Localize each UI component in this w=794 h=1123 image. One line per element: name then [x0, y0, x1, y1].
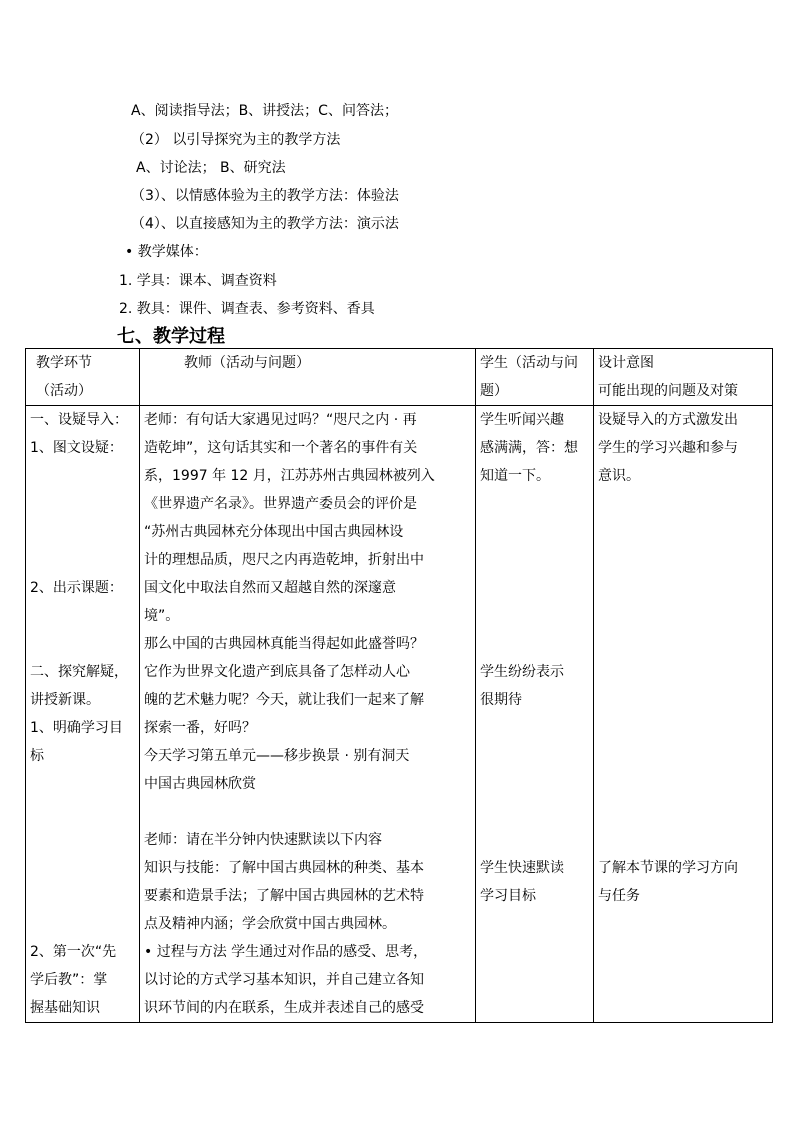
col3-line: [480, 826, 589, 854]
col4-line: 意识。: [598, 468, 640, 484]
header-text: 教学环节: [36, 355, 92, 371]
col2-line: 中国古典园林欣赏: [144, 776, 256, 792]
col3-line: [480, 490, 589, 518]
col1-line: [30, 518, 135, 546]
col1-line: [30, 826, 135, 854]
stage-cell: [26, 406, 140, 1023]
col1-line: 握基础知识: [30, 1000, 100, 1016]
col3-line: 感满满，答：想: [480, 440, 578, 456]
col4-line: [598, 602, 768, 630]
col4-line: [598, 770, 768, 798]
header-student: [476, 349, 594, 406]
section-heading: 七、教学过程: [117, 326, 225, 347]
col1-line: [30, 798, 135, 826]
header-intent: [594, 349, 773, 406]
col1-line: 2、第一次“先: [30, 944, 117, 960]
col3-line: [480, 714, 589, 742]
col1-line: [30, 546, 135, 574]
col3-line: 学生快速默读: [480, 860, 564, 876]
col4-line: 了解本节课的学习方向: [598, 860, 738, 876]
col3-line: 知道一下。: [480, 468, 550, 484]
col3-line: [480, 770, 589, 798]
col2-line: 国文化中取法自然而又超越自然的深邃意: [144, 580, 396, 596]
col4-line: [598, 798, 768, 826]
col4-line: [598, 742, 768, 770]
col3-line: 很期待: [480, 692, 522, 708]
col2-line: 以讨论的方式学习基本知识，并自己建立各知: [144, 972, 424, 988]
col1-line: [30, 630, 135, 658]
col1-line: 二、探究解疑，: [30, 664, 128, 680]
col1-line: 标: [30, 748, 44, 764]
media-item-1: 1. 学具：课本、调查资料: [119, 273, 277, 289]
col1-line: 1、图文设疑：: [30, 440, 123, 456]
header-stage: [26, 349, 140, 406]
col3-line: 学习目标: [480, 888, 536, 904]
col4-line: 与任务: [598, 888, 640, 904]
col4-line: [598, 686, 768, 714]
header-text: 题）: [480, 383, 508, 399]
col2-line: 系，1997 年 12 月，江苏苏州古典园林被列入: [144, 468, 435, 484]
intent-cell: [594, 406, 773, 1023]
col1-line: 2、出示课题：: [30, 580, 123, 596]
header-text: 设计意图: [598, 355, 654, 371]
col3-line: [480, 630, 589, 658]
col1-line: [30, 882, 135, 910]
col2-line: 那么中国的古典园林真能当得起如此盛誉吗？: [144, 636, 424, 652]
header-text: （活动）: [36, 383, 92, 399]
col1-line: 讲授新课。: [30, 692, 100, 708]
header-text: 教师（活动与问题）: [184, 355, 310, 371]
col1-line: 一、设疑导入：: [30, 412, 128, 428]
col3-line: 学生纷纷表示: [480, 664, 564, 680]
teacher-cell: [140, 406, 476, 1023]
table-header-row: [26, 349, 773, 406]
teaching-process-table: [25, 348, 773, 1023]
col4-line: [598, 518, 768, 546]
method-line-5: （4）、以直接感知为主的教学方法：演示法: [131, 216, 399, 232]
col1-line: 1、明确学习目: [30, 720, 123, 736]
col2-line: 魄的艺术魅力呢？今天，就让我们一起来了解: [144, 692, 424, 708]
col3-line: 学生听闻兴趣: [480, 412, 564, 428]
col2-line: 今天学习第五单元——移步换景 · 别有洞天: [144, 748, 410, 764]
col4-line: [598, 546, 768, 574]
col4-line: [598, 826, 768, 854]
col2-line: “苏州古典园林充分体现出中国古典园林设: [144, 524, 404, 540]
col2-line: [144, 798, 471, 826]
col1-line: [30, 490, 135, 518]
col2-line: 要素和造景手法；了解中国古典园林的艺术特: [144, 888, 424, 904]
col3-line: [480, 574, 589, 602]
col4-line: 学生的学习兴趣和参与: [598, 440, 738, 456]
col3-line: [480, 742, 589, 770]
col3-line: [480, 798, 589, 826]
col2-line: 老师：请在半分钟内快速默读以下内容: [144, 832, 382, 848]
col4-line: [598, 658, 768, 686]
col1-line: [30, 854, 135, 882]
col2-line: 知识与技能：了解中国古典园林的种类、基本: [144, 860, 424, 876]
header-text: 可能出现的问题及对策: [598, 383, 738, 399]
method-line-1: A、阅读指导法；B、讲授法；C、问答法；: [131, 103, 398, 119]
media-item-2: 2. 教具：课件、调查表、参考资料、香具: [119, 301, 375, 317]
col2-line: 计的理想品质，咫尺之内再造乾坤，折射出中: [144, 552, 424, 568]
col2-line: 境”。: [144, 608, 180, 624]
col4-line: [598, 574, 768, 602]
col2-line: • 过程与方法 学生通过对作品的感受、思考，: [144, 944, 428, 960]
media-title: • 教学媒体：: [125, 244, 208, 260]
col1-line: [30, 910, 135, 938]
col1-line: 学后教”：掌: [30, 972, 108, 988]
header-teacher: [140, 349, 476, 406]
col2-line: 识环节间的内在联系，生成并表述自己的感受: [144, 1000, 424, 1016]
student-cell: [476, 406, 594, 1023]
col4-line: [598, 714, 768, 742]
col2-line: 点及精神内涵；学会欣赏中国古典园林。: [144, 916, 396, 932]
method-line-4: （3）、以情感体验为主的教学方法：体验法: [131, 188, 399, 204]
table-row: [26, 406, 773, 1023]
col2-line: 老师：有句话大家遇见过吗？“咫尺之内 · 再: [144, 412, 417, 428]
method-line-2: （2） 以引导探究为主的教学方法: [131, 132, 341, 148]
col2-line: 《世界遗产名录》。世界遗产委员会的评价是: [144, 496, 417, 512]
col4-line: [598, 490, 768, 518]
col1-line: [30, 462, 135, 490]
col2-line: 探索一番，好吗？: [144, 720, 256, 736]
col4-line: 设疑导入的方式激发出: [598, 412, 738, 428]
col3-line: [480, 518, 589, 546]
col4-line: [598, 630, 768, 658]
col2-line: 造乾坤”，这句话其实和一个著名的事件有关: [144, 440, 418, 456]
col1-line: [30, 602, 135, 630]
col3-line: [480, 546, 589, 574]
method-line-3: A、讨论法； B、研究法: [136, 160, 286, 176]
col3-line: [480, 602, 589, 630]
header-text: 学生（活动与问: [480, 355, 578, 371]
col1-line: [30, 770, 135, 798]
col2-line: 它作为世界文化遗产到底具备了怎样动人心: [144, 664, 410, 680]
